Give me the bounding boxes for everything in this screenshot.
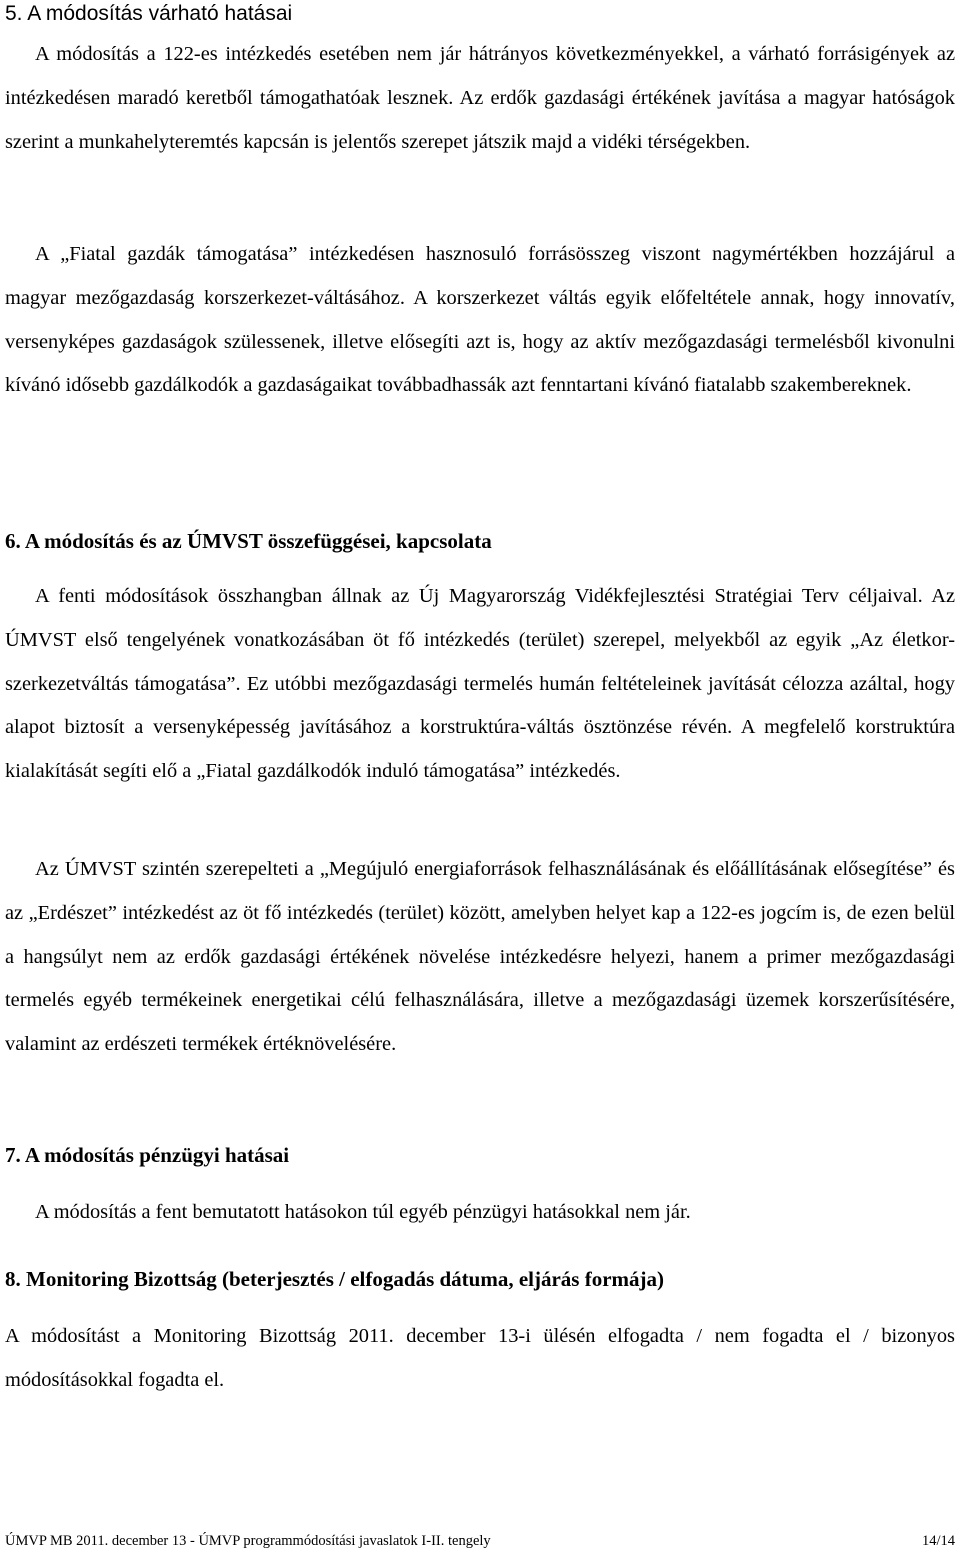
section-5-paragraph-2: A „Fiatal gazdák támogatása” intézkedésen hasznosuló forrásösszeg viszont nagymértékben hozzájárul a magyar mezőgazdaság korszerkezet-váltásához. A korszerkezet váltás egyik előfeltétele annak, hogy innovatív, versenyképes gazdaságok szülessenek, illetve elősegíti azt is, hogy az aktív mezőgazdasági termelésből kivonulni kívánó idősebb gazdálkodók a gazdaságaikat továbbadhassák azt fenntartani kívánó fiatalabb szakembereknek.	[5, 243, 955, 397]
section-8-paragraph-1: A módosítást a Monitoring Bizottság 2011. december 13-i ülésén elfogadta / nem fogadta el / bizonyos módosításokkal fogadta el.	[5, 1325, 955, 1391]
section-5-paragraph-1: A módosítás a 122-es intézkedés esetében nem jár hátrányos következményekkel, a várható forrásigények az intézkedésen maradó keretből támogathatóak lesznek. Az erdők gazdasági értékének javítása a magyar hatóságok szerint a munkahelyteremtés kapcsán is jelentős szerepet játszik majd a vidéki térségekben.	[5, 43, 955, 153]
footer-title: ÚMVP MB 2011. december 13 - ÚMVP programmódosítási javaslatok I-II. tengely	[5, 1533, 491, 1549]
section-5-heading: 5. A módosítás várható hatásai	[5, 2, 293, 25]
section-7-heading: 7. A módosítás pénzügyi hatásai	[5, 1143, 290, 1167]
section-7-paragraph-1: A módosítás a fent bemutatott hatásokon túl egyéb pénzügyi hatásokkal nem jár.	[35, 1201, 691, 1223]
section-6-paragraph-1: A fenti módosítások összhangban állnak az Új Magyarország Vidékfejlesztési Stratégiai Terv céljaival. Az ÚMVST első tengelyének vonatkozásában öt fő intézkedés (terület) szerepel, melyekből az egyik „Az életkor-szerkezetváltás támogatása”. Ez utóbbi mezőgazdasági termelés humán feltételeinek javítását célozza azáltal, hogy alapot biztosít a versenyképesség javításához a korstruktúra-váltás ösztönzése révén. A megfelelő korstruktúra kialakítását segíti elő a „Fiatal gazdálkodók induló támogatása” intézkedés.	[5, 585, 955, 783]
section-8-heading: 8. Monitoring Bizottság (beterjesztés / elfogadás dátuma, eljárás formája)	[5, 1267, 665, 1291]
section-6-paragraph-2: Az ÚMVST szintén szerepelteti a „Megújuló energiaforrások felhasználásának és előállításának elősegítése” és az „Erdészet” intézkedést az öt fő intézkedés (terület) között, amelyben helyet kap a 122-es jogcím is, de ezen belül a hangsúlyt nem az erdők gazdasági értékének növelése intézkedésre helyezi, hanem a primer mezőgazdasági termelés egyéb termékeinek energetikai célú felhasználására, illetve a mezőgazdasági üzemek korszerűsítésére, valamint az erdészeti termékek értéknövelésére.	[5, 858, 955, 1056]
page-number: 14/14	[921, 1533, 955, 1549]
section-6-heading: 6. A módosítás és az ÚMVST összefüggései, kapcsolata	[5, 529, 492, 553]
